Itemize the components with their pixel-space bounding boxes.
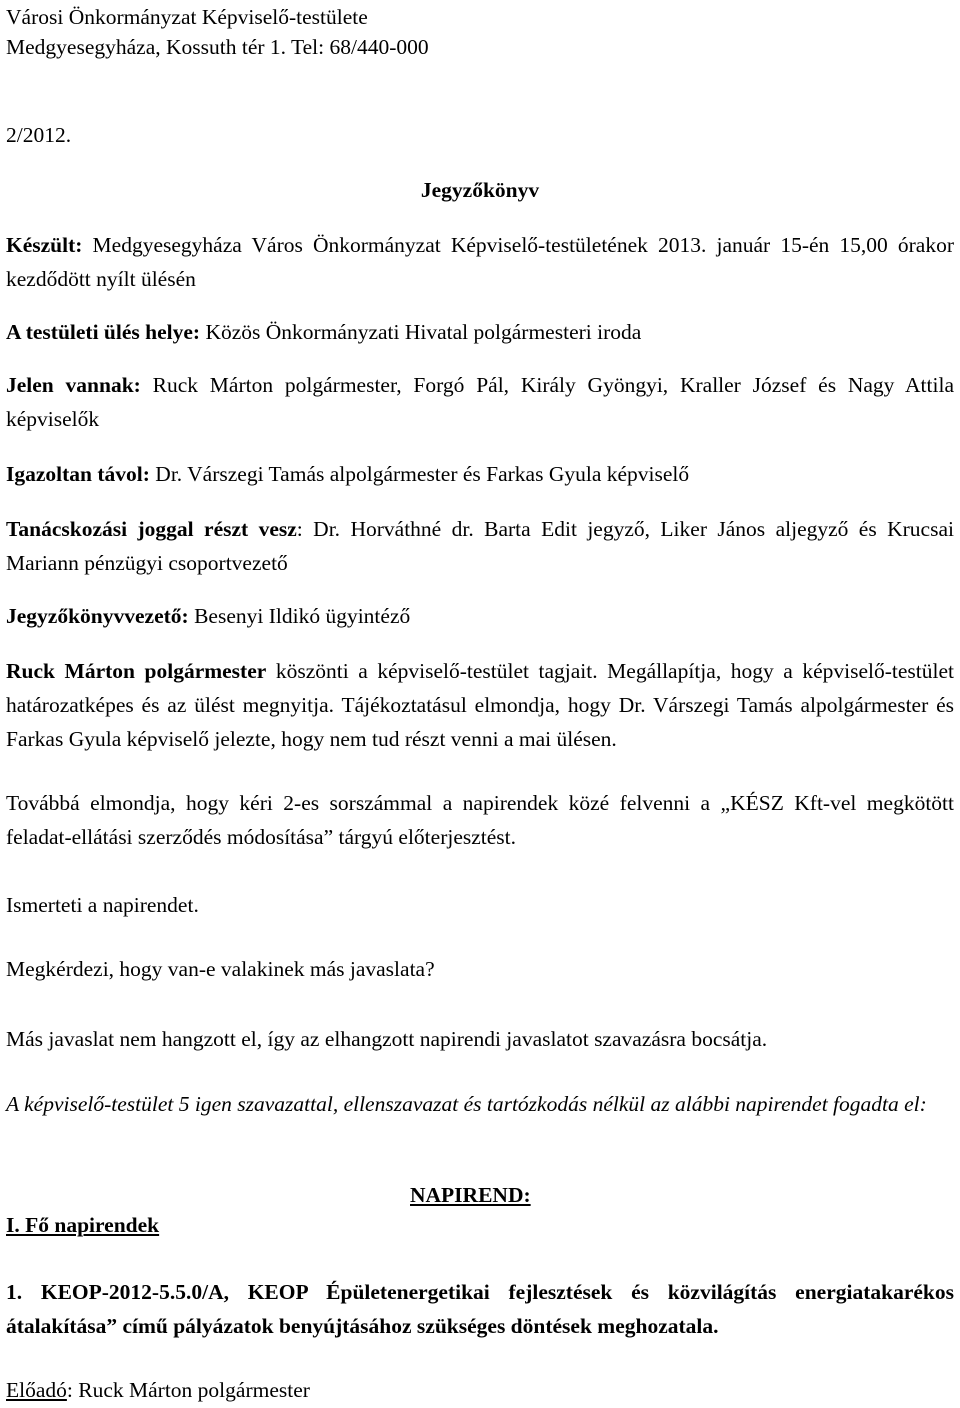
eloado-label: Előadó bbox=[6, 1378, 67, 1402]
document-title: Jegyzőkönyv bbox=[420, 178, 540, 202]
napirend-title: NAPIREND: bbox=[410, 1183, 531, 1207]
keszult-label: Készült: bbox=[6, 233, 83, 257]
jelen-label: Jelen vannak: bbox=[6, 373, 141, 397]
section-title: I. Fő napirendek bbox=[6, 1213, 160, 1237]
eloado-line bbox=[6, 1373, 954, 1407]
tanacskozasi-paragraph bbox=[6, 512, 954, 580]
opening-paragraph bbox=[6, 654, 954, 756]
helye-text: Közös Önkormányzati Hivatal polgármesteri iroda bbox=[200, 320, 642, 344]
tavol-text: Dr. Várszegi Tamás alpolgármester és Farkas Gyula képviselő bbox=[149, 462, 690, 486]
header-line-1: Városi Önkormányzat Képviselő-testülete bbox=[6, 5, 368, 29]
keszult-text: Medgyesegyháza Város Önkormányzat Képviselő-testületének 2013. január 15-én 15,00 órakor kezdődött nyílt ülésén bbox=[6, 233, 954, 291]
agenda-item-1: 1. KEOP-2012-5.5.0/A, KEOP Épületenergetikai fejlesztések és közvilágítás energiatakarékos átalakítása” című pályázatok benyújtásához szükséges döntések meghozatala. bbox=[6, 1280, 954, 1338]
tavol-label: Igazoltan távol: bbox=[6, 462, 150, 486]
jegyzokonyvvezeto-paragraph bbox=[6, 599, 954, 633]
header-line-2: Medgyesegyháza, Kossuth tér 1. Tel: 68/440-000 bbox=[6, 35, 429, 59]
opening-text: köszönti a képviselő-testület tagjait. Megállapítja, hogy a képviselő-testület határozatképes és az ülést megnyitja. Tájékoztatásul elmondja, hogy Dr. Várszegi Tamás alpolgármester és Farkas Gyula képviselő jelezte, hogy nem tud részt venni a mai ülésen. bbox=[6, 659, 954, 751]
keszult-paragraph bbox=[6, 228, 954, 296]
ismerteti-paragraph: Ismerteti a napirendet. bbox=[6, 893, 199, 917]
helye-paragraph bbox=[6, 315, 954, 349]
megkerdezi-paragraph: Megkérdezi, hogy van-e valakinek más javaslata? bbox=[6, 957, 435, 981]
eloado-text: : Ruck Márton polgármester bbox=[66, 1378, 310, 1402]
mas-javaslat-paragraph: Más javaslat nem hangzott el, így az elhangzott napirendi javaslatot szavazásra bocsátja. bbox=[6, 1027, 768, 1051]
opening-paragraph-2: Továbbá elmondja, hogy kéri 2-es sorszámmal a napirendek közé felvenni a „KÉSZ Kft-vel megkötött feladat-ellátási szerződés módosítása” tárgyú előterjesztést. bbox=[6, 791, 954, 849]
document-number: 2/2012. bbox=[6, 123, 72, 147]
tanacskozasi-label: Tanácskozási joggal részt vesz bbox=[6, 517, 297, 541]
opening-speaker: Ruck Márton polgármester bbox=[6, 659, 267, 683]
helye-label: A testületi ülés helye: bbox=[6, 320, 201, 344]
vote-paragraph: A képviselő-testület 5 igen szavazattal, ellenszavazat és tartózkodás nélkül az alábbi napirendet fogadta el: bbox=[6, 1092, 927, 1116]
jelen-paragraph bbox=[6, 368, 954, 436]
jegyzokonyvvezeto-text: Besenyi Ildikó ügyintéző bbox=[188, 604, 411, 628]
jelen-text: Ruck Márton polgármester, Forgó Pál, Király Gyöngyi, Kraller József és Nagy Attila képviselők bbox=[6, 373, 954, 431]
tavol-paragraph bbox=[6, 457, 954, 491]
jegyzokonyvvezeto-label: Jegyzőkönyvvezető: bbox=[6, 604, 189, 628]
tanacskozasi-text: : Dr. Horváthné dr. Barta Edit jegyző, Liker János aljegyző és Krucsai Mariann pénzügyi csoportvezető bbox=[6, 517, 954, 575]
